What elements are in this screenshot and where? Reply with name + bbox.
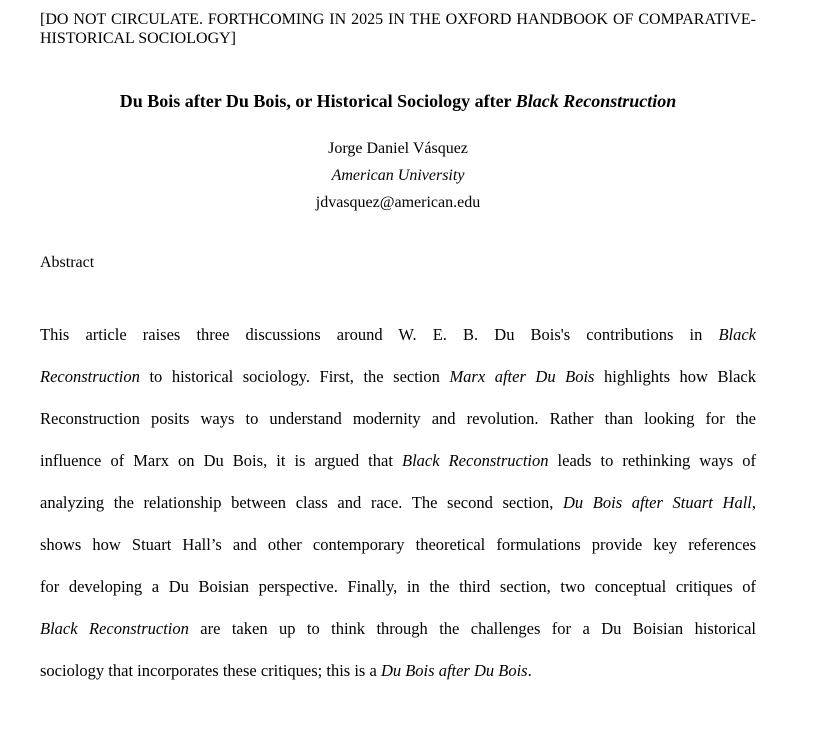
abstract-text: ,	[751, 493, 756, 512]
abstract-line	[40, 608, 756, 650]
abstract-text: leads to rethinking ways of	[548, 451, 756, 470]
abstract-heading: Abstract	[40, 254, 95, 271]
abstract-text: Reconstruction posits ways to understand modernity and revolution. Rather than looking for the	[40, 409, 756, 428]
abstract-text: are taken up to think through the challenges for a Du Boisian historical	[188, 619, 756, 638]
abstract-line	[40, 524, 756, 566]
abstract-text: to historical sociology. First, the section	[139, 367, 450, 386]
abstract-italic-text: Du Bois after Du Bois	[380, 661, 528, 680]
paper-title	[40, 89, 756, 113]
abstract-line	[40, 356, 756, 398]
abstract-body	[40, 314, 756, 692]
abstract-line	[40, 482, 756, 524]
abstract-text: analyzing the relationship between class and race. The second section,	[40, 493, 563, 512]
abstract-italic-text: Marx after Du Bois	[449, 367, 595, 386]
circulation-notice: [DO NOT CIRCULATE. FORTHCOMING IN 2025 IN THE OXFORD HANDBOOK OF COMPARATIVE-HISTORICAL SOCIOLOGY]	[40, 11, 756, 47]
document-page	[40, 10, 756, 692]
abstract-italic-text: Black Reconstruction	[401, 451, 549, 470]
abstract-text: for developing a Du Boisian perspective. Finally, in the third section, two conceptual critiques of	[40, 577, 756, 596]
author-block	[40, 135, 756, 216]
abstract-line	[40, 398, 756, 440]
abstract-line	[40, 566, 756, 608]
abstract-text: .	[527, 661, 532, 680]
abstract-text: highlights how Black	[594, 367, 757, 386]
abstract-line	[40, 314, 756, 356]
abstract-italic-text: Black	[718, 325, 756, 344]
paper-title-main: Du Bois after Du Bois, or Historical Sociology after	[119, 91, 516, 111]
abstract-italic-text: Reconstruction	[40, 367, 140, 386]
paper-title-italic: Black Reconstruction	[515, 91, 677, 111]
abstract-line	[40, 440, 756, 482]
author-affiliation: American University	[331, 167, 465, 184]
author-email: jdvasquez@american.edu	[315, 194, 481, 211]
author-name: Jorge Daniel Vásquez	[328, 140, 468, 157]
abstract-italic-text: Black Reconstruction	[40, 619, 189, 638]
abstract-text: sociology that incorporates these critiques; this is a	[40, 661, 381, 680]
abstract-text: This article raises three discussions around W. E. B. Du Bois's contributions in	[40, 325, 719, 344]
abstract-italic-text: Du Bois after Stuart Hall	[563, 493, 752, 512]
abstract-text: influence of Marx on Du Bois, it is argued that	[40, 451, 402, 470]
abstract-text: shows how Stuart Hall’s and other contemporary theoretical formulations provide key references	[40, 535, 756, 554]
abstract-line	[40, 650, 756, 692]
